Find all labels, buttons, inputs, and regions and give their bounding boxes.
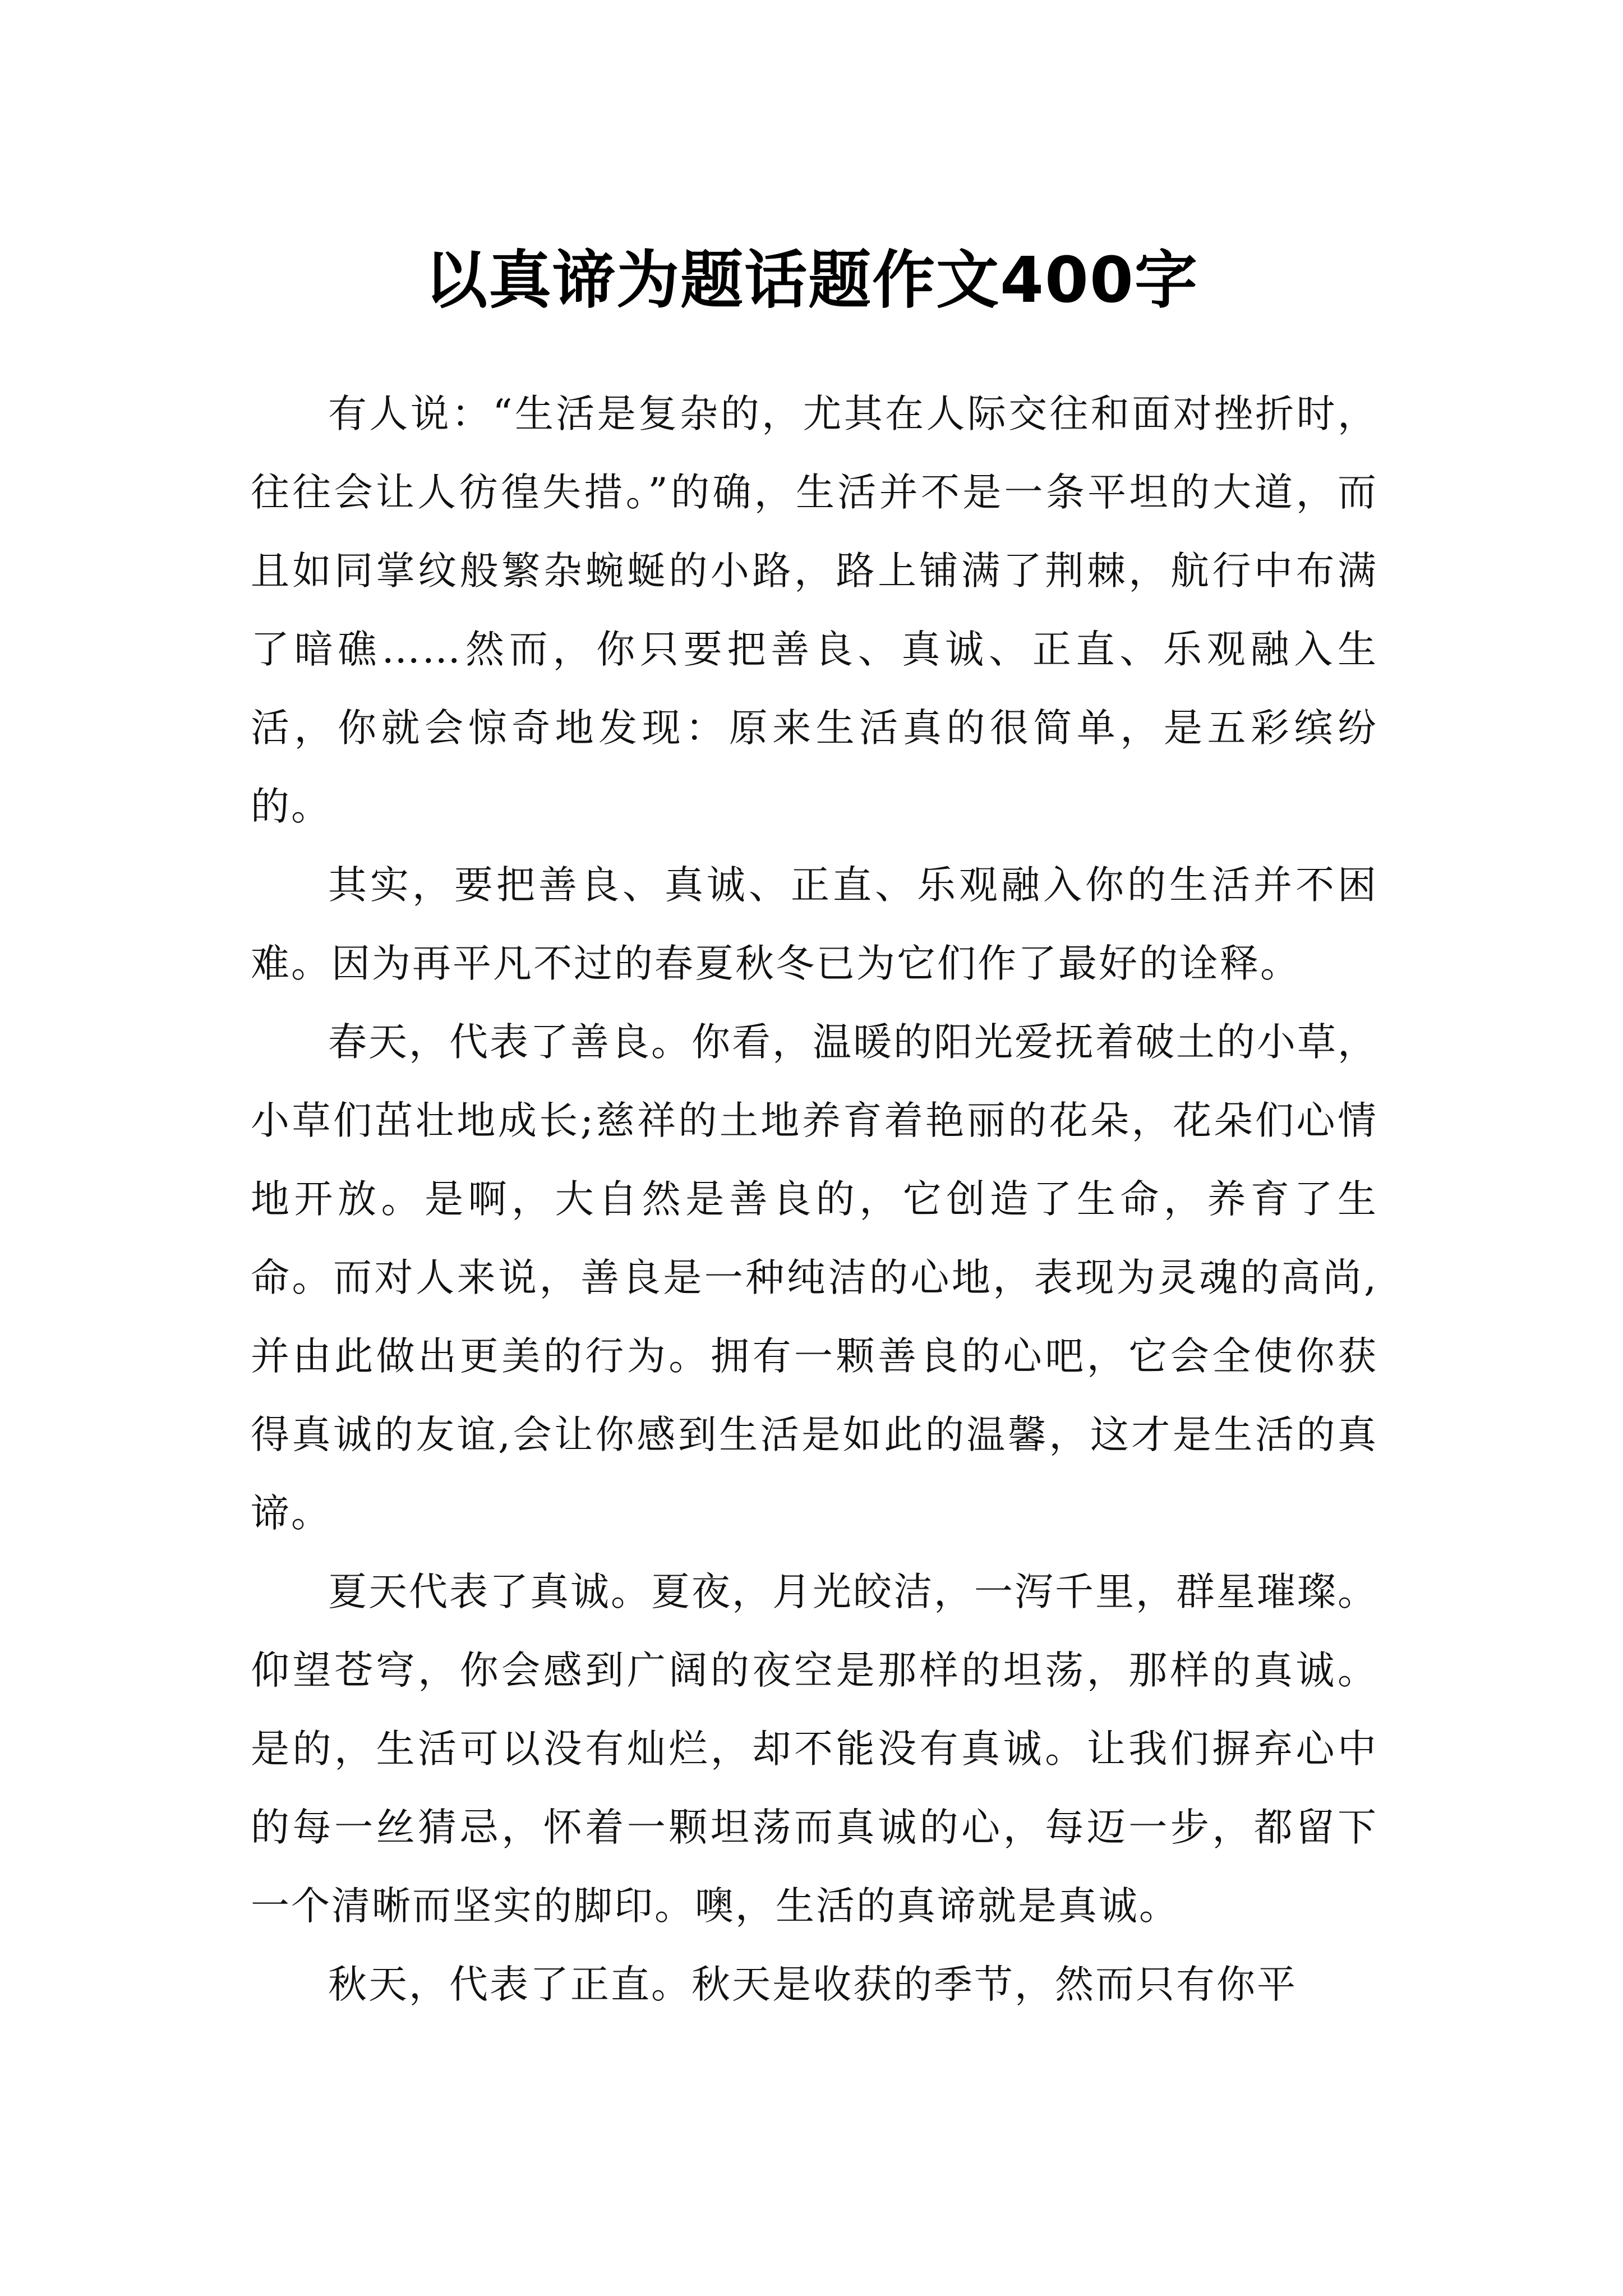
paragraph-4: 夏天代表了真诚。夏夜，月光皎洁，一泻千里，群星璀璨。仰望苍穹，你会感到广阔的夜空是那样的坦荡，那样的真诚。是的，生活可以没有灿烂，却不能没有真诚。让我们摒弃心中的每一丝猜忌，怀着一颗坦荡而真诚的心，每迈一步，都留下一个清晰而坚实的脚印。噢，生活的真谛就是真诚。 [251, 1570, 1378, 1929]
paragraph-2: 其实，要把善良、真诚、正直、乐观融入你的生活并不困难。因为再平凡不过的春夏秋冬已为它们作了最好的诠释。 [251, 863, 1378, 986]
paragraph-1: 有人说：“生活是复杂的，尤其在人际交往和面对挫折时，往往会让人彷徨失措。”的确，生活并不是一条平坦的大道，而且如同掌纹般繁杂蜿蜒的小路，路上铺满了荆棘，航行中布满了暗礁……然而，你只要把善良、真诚、正直、乐观融入生活，你就会惊奇地发现：原来生活真的很简单，是五彩缤纷的。 [251, 392, 1378, 829]
document-title: 以真谛为题话题作文400字 [425, 244, 1198, 318]
paragraph-3: 春天，代表了善良。你看，温暖的阳光爱抚着破土的小草，小草们茁壮地成长;慈祥的土地养育着艳丽的花朵，花朵们心情地开放。是啊，大自然是善良的，它创造了生命，养育了生命。而对人来说，善良是一种纯洁的心地，表现为灵魂的高尚,并由此做出更美的行为。拥有一颗善良的心吧，它会全使你获得真诚的友谊,会让你感到生活是如此的温馨，这才是生活的真谛。 [251, 1020, 1378, 1536]
paragraph-5: 秋天，代表了正直。秋天是收获的季节，然而只有你平 [328, 1962, 1297, 2007]
document-body [251, 375, 1378, 2024]
